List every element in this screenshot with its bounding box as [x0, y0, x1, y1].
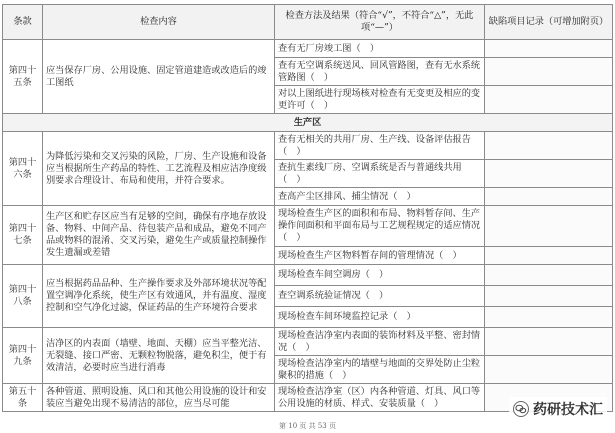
header-record: 缺陷项目记录（可增加附页） [485, 5, 613, 40]
record-cell[interactable] [485, 328, 613, 356]
check-item: 查空调系统验证情况（ ） [275, 286, 485, 307]
clause-number: 第五十条 [3, 384, 43, 412]
record-cell[interactable] [485, 132, 613, 160]
check-item: 现场检查洁净室内的墙壁与地面的交界处防止尘粒聚积的措施（ ） [275, 356, 485, 384]
record-cell[interactable] [485, 40, 613, 58]
clause-number: 第四十五条 [3, 40, 43, 114]
header-content: 检查内容 [43, 5, 275, 40]
record-cell[interactable] [485, 206, 613, 247]
wechat-logo-icon [513, 401, 529, 417]
record-cell[interactable] [485, 188, 613, 206]
record-cell[interactable] [485, 58, 613, 86]
check-item: 对以上图纸进行现场核对检查有无变更及相应的变更许可（ ） [275, 86, 485, 114]
check-item: 查抗生素线厂房、空调系统是否与普通线共用（ ） [275, 160, 485, 188]
clause-content: 各种管道、照明设施、风口和其他公用设施的设计和安装应当避免出现不易清洁的部位，应当尽可能 [43, 384, 275, 412]
check-item: 现场检查车间环境监控记录（ ） [275, 307, 485, 328]
clause-number: 第四十六条 [3, 132, 43, 206]
record-cell[interactable] [485, 286, 613, 307]
record-cell[interactable] [485, 247, 613, 265]
table-row [3, 328, 613, 356]
clause-content: 生产区和贮存区应当有足够的空间，确保有序地存放设备、物料、中间产品、待包装产品和成品，避免不同产品或物料的混淆、交叉污染，避免生产或质量控制操作发生遗漏或差错 [43, 206, 275, 265]
check-item: 查高产尘区排风、捕尘情况（ ） [275, 188, 485, 206]
check-item: 现场检查洁净室（区）内各种管道、灯具、风口等公用设施的材质、样式、安装质量（ ） [275, 384, 485, 412]
inspection-table [2, 4, 613, 412]
check-item: 现场检查洁净室内表面的装饰材料及平整、密封情况（ ） [275, 328, 485, 356]
clause-number: 第四十八条 [3, 265, 43, 328]
header-clause: 条款 [3, 5, 43, 40]
watermark [509, 397, 607, 421]
clause-content: 为降低污染和交叉污染的风险，厂房、生产设施和设备应当根据所生产药品的特性、工艺流程及相应洁净度级别要求合理设计、布局和使用，并符合要求。 [43, 132, 275, 206]
section-title: 生产区 [3, 114, 613, 132]
check-item: 现场检查生产区的面积和布局、物料暂存间、生产操作间面积和平面布局与工艺规程规定的适应情况（ ） [275, 206, 485, 247]
clause-number: 第四十七条 [3, 206, 43, 265]
record-cell[interactable] [485, 265, 613, 286]
record-cell[interactable] [485, 356, 613, 384]
check-item: 现场检查车间空调房（ ） [275, 265, 485, 286]
watermark-text: 药研技术汇 [533, 402, 603, 418]
header-method: 检查方法及结果（符合“√”，不符合“△”，无此项“—”） [275, 5, 485, 40]
record-cell[interactable] [485, 86, 613, 114]
table-row [3, 206, 613, 247]
check-item: 现场检查生产区物料暂存间的管理情况（ ） [275, 247, 485, 265]
page-footer: 第 10 页 共 53 页 [279, 422, 336, 430]
clause-content: 应当根据药品品种、生产操作要求及外部环境状况等配置空调净化系统，使生产区有效通风，并有温度、湿度控制和空气净化过滤，保证药品的生产环境符合要求 [43, 265, 275, 328]
check-item: 查有无厂房竣工图（ ） [275, 40, 485, 58]
table-header-row [3, 5, 613, 40]
clause-content: 应当保存厂房、公用设施、固定管道建造或改造后的竣工图纸 [43, 40, 275, 114]
table-row [3, 132, 613, 160]
check-item: 查有无相关的共用厂房、生产线、设备评估报告（ ） [275, 132, 485, 160]
record-cell[interactable] [485, 160, 613, 188]
table-row [3, 40, 613, 58]
section-row [3, 114, 613, 132]
clause-number: 第四十九条 [3, 328, 43, 384]
check-item: 查有无空调系统送风、回风管路图，查有无水系统管路图（ ） [275, 58, 485, 86]
record-cell[interactable] [485, 307, 613, 328]
table-row [3, 265, 613, 286]
clause-content: 洁净区的内表面（墙壁、地面、天棚）应当平整光洁、无裂缝、接口严密、无颗粒物脱落，避免积尘，便于有效清洁，必要时应当进行消毒 [43, 328, 275, 384]
